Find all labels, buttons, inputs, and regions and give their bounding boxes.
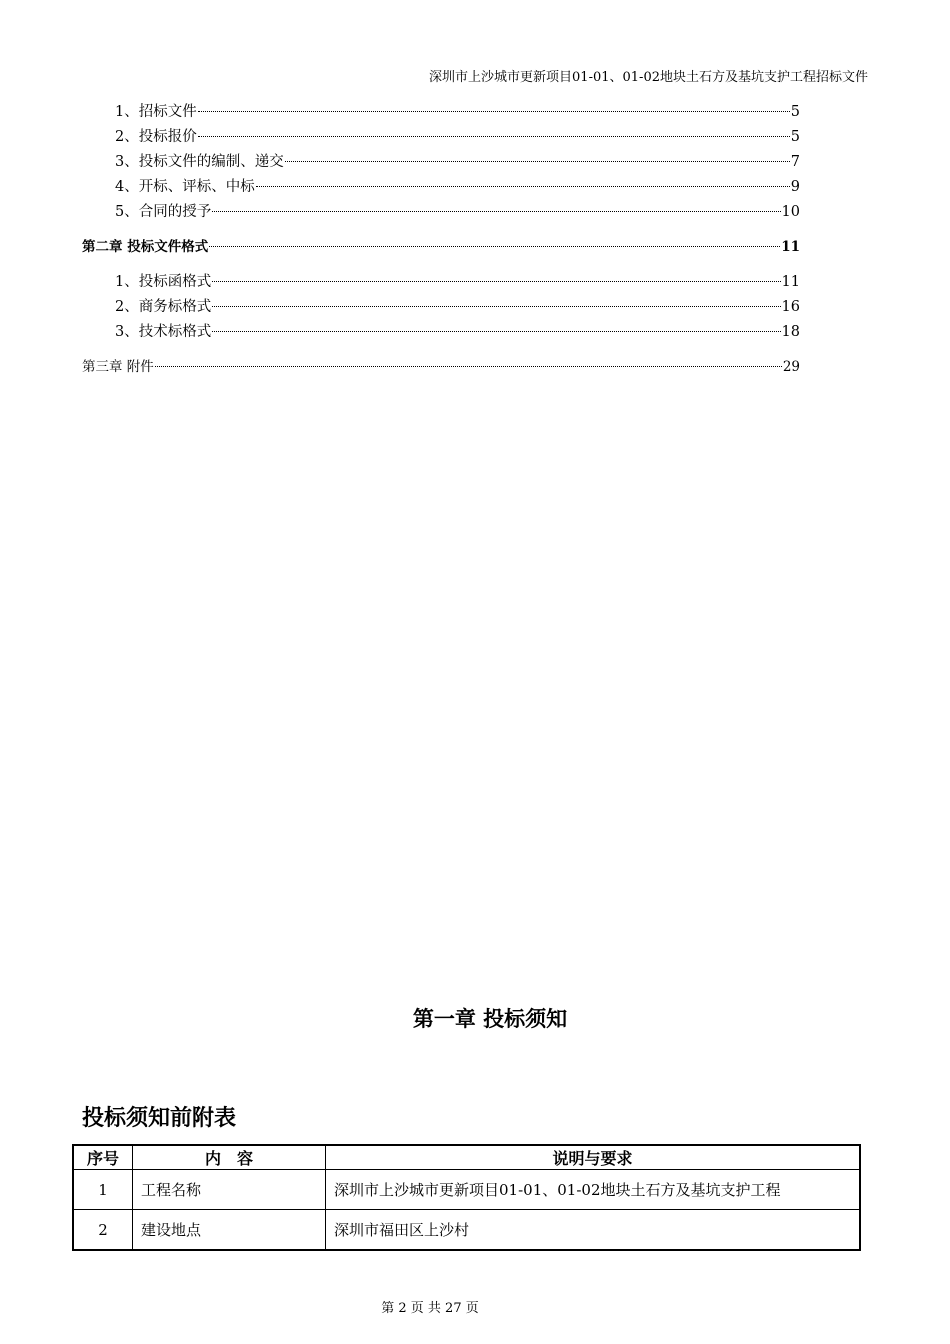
header-requirements: 说明与要求 [326,1145,861,1170]
page-header: 深圳市上沙城市更新项目01-01、01-02地块土石方及基坑支护工程招标文件 [429,70,868,85]
toc-page: 10 [781,204,800,220]
toc-page: 29 [782,359,800,375]
toc-entry[interactable] [82,100,800,125]
toc-label: 第三章 附件 [82,359,154,375]
toc-label: 3、技术标格式 [115,324,212,340]
table-of-contents [82,100,800,390]
row-item: 工程名称 [133,1170,326,1210]
toc-leader [212,211,780,212]
table-row [73,1170,860,1210]
toc-label: 第二章 投标文件格式 [82,239,209,255]
toc-entry[interactable] [82,125,800,150]
chapter-title: 第一章 投标须知 [412,1007,568,1031]
toc-label: 4、开标、评标、中标 [115,179,255,195]
toc-leader [198,136,790,137]
table-title: 投标须知前附表 [82,1106,237,1131]
toc-leader [212,281,780,282]
table-header-row [73,1145,860,1170]
toc-leader [256,186,790,187]
toc-leader [155,366,782,367]
toc-entry[interactable] [82,175,800,200]
toc-page: 5 [790,129,800,145]
header-number: 序号 [73,1145,133,1170]
toc-label: 5、合同的授予 [115,204,212,220]
toc-label: 1、投标函格式 [115,274,212,290]
toc-leader [212,331,780,332]
toc-entry[interactable] [82,150,800,175]
toc-page: 18 [781,324,800,340]
toc-page: 5 [790,104,800,120]
toc-chapter-entry[interactable] [82,355,800,380]
header-content: 内 容 [133,1145,326,1170]
toc-leader [198,111,790,112]
toc-leader [209,246,780,247]
toc-label: 2、投标报价 [115,129,197,145]
toc-label: 2、商务标格式 [115,299,212,315]
toc-leader [285,161,790,162]
page-footer: 第 2 页 共 27 页 [381,1301,479,1316]
toc-leader [212,306,780,307]
toc-page: 16 [781,299,800,315]
row-number: 1 [73,1170,133,1210]
toc-entry[interactable] [82,295,800,320]
row-number: 2 [73,1210,133,1251]
row-description: 深圳市上沙城市更新项目01-01、01-02地块土石方及基坑支护工程 [326,1170,861,1210]
toc-entry[interactable] [82,270,800,295]
bid-notice-table [72,1144,861,1251]
row-item: 建设地点 [133,1210,326,1251]
toc-entry[interactable] [82,200,800,225]
toc-page: 7 [790,154,800,170]
toc-page: 11 [781,239,800,255]
table-row [73,1210,860,1251]
toc-chapter-entry[interactable] [82,235,800,260]
toc-label: 1、招标文件 [115,104,197,120]
row-description: 深圳市福田区上沙村 [326,1210,861,1251]
toc-label: 3、投标文件的编制、递交 [115,154,284,170]
toc-entry[interactable] [82,320,800,345]
toc-page: 11 [781,274,800,290]
toc-page: 9 [790,179,800,195]
